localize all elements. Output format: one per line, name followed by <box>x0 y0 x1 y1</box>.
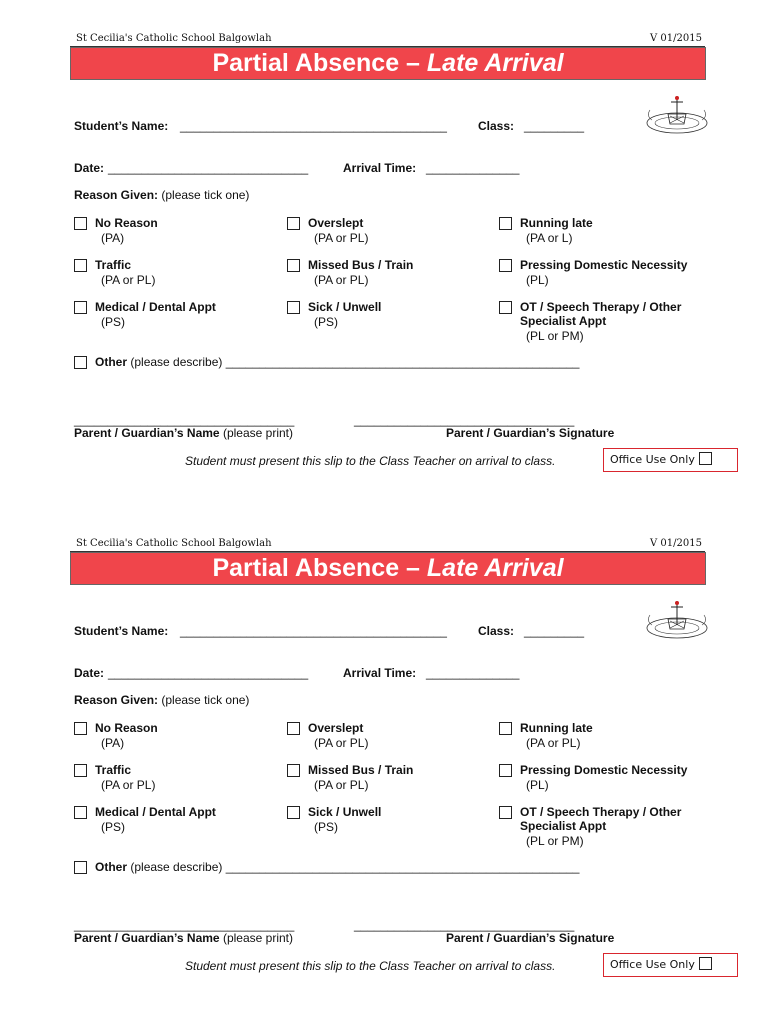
other-checkbox[interactable] <box>74 861 87 874</box>
reason-option-code: (PA or PL) <box>314 736 369 750</box>
reason-checkbox[interactable] <box>74 764 87 777</box>
school-name: St Cecilia's Catholic School Balgowlah <box>76 538 272 549</box>
reason-option-code: (PL) <box>526 273 549 287</box>
reason-checkbox[interactable] <box>287 259 300 272</box>
reason-option-label: Sick / Unwell <box>308 300 382 314</box>
reason-checkbox[interactable] <box>74 806 87 819</box>
reason-checkbox[interactable] <box>74 722 87 735</box>
other-label: Other (please describe) _____________________________________________________ <box>95 860 580 874</box>
reason-checkbox[interactable] <box>74 259 87 272</box>
reason-checkbox[interactable] <box>287 806 300 819</box>
reason-option-code: (PA) <box>101 736 125 750</box>
reason-option-code: (PL or PM) <box>526 329 584 343</box>
page-title: Partial Absence – <box>212 554 427 582</box>
reason-checkbox[interactable] <box>499 259 512 272</box>
student-name-label: Student’s Name: <box>74 624 169 638</box>
parent-name-hint: (please print) <box>222 426 293 440</box>
other-hint: (please describe) <box>130 355 223 369</box>
reason-option-code: (PA or PL) <box>101 273 156 287</box>
class-field[interactable]: _________ <box>524 119 585 133</box>
reason-checkbox[interactable] <box>499 722 512 735</box>
reason-option-code: (PA or PL) <box>314 273 369 287</box>
page-title-italic: Late Arrival <box>426 49 564 77</box>
reason-option-label: Running late <box>520 721 593 735</box>
reason-option-code: (PS) <box>101 820 125 834</box>
parent-name-label: Parent / Guardian’s Name (please print) <box>74 931 293 945</box>
parent-name-label: Parent / Guardian’s Name (please print) <box>74 426 293 440</box>
class-label: Class: <box>478 119 515 133</box>
reason-option-label: OT / Speech Therapy / Other <box>520 805 682 819</box>
reason-checkbox[interactable] <box>287 722 300 735</box>
parent-signature-label: Parent / Guardian’s Signature <box>446 426 615 440</box>
reason-option-code: (PL) <box>526 778 549 792</box>
reason-option-code: (PS) <box>101 315 125 329</box>
page-title-italic: Late Arrival <box>426 554 564 582</box>
school-crest-icon <box>640 90 714 140</box>
reason-label: Reason Given: (please tick one) <box>74 188 250 202</box>
reason-option-code: (PA or PL) <box>526 736 581 750</box>
reason-checkbox[interactable] <box>74 217 87 230</box>
class-label: Class: <box>478 624 515 638</box>
reason-option-label: Running late <box>520 216 593 230</box>
arrival-time-field[interactable]: ______________ <box>426 666 520 680</box>
title-banner <box>70 552 706 585</box>
reason-option-label: Overslept <box>308 721 364 735</box>
parent-name-hint: (please print) <box>222 931 293 945</box>
reason-option-label: No Reason <box>95 216 158 230</box>
reason-option-label: Sick / Unwell <box>308 805 382 819</box>
form-version: V 01/2015 <box>650 538 702 549</box>
office-use-label: Office Use Only <box>610 453 695 466</box>
parent-name-field[interactable]: _________________________________ <box>74 918 295 932</box>
arrival-time-field[interactable]: ______________ <box>426 161 520 175</box>
reason-checkbox[interactable] <box>499 301 512 314</box>
reason-option-label: OT / Speech Therapy / Other <box>520 300 682 314</box>
reason-option-label: Overslept <box>308 216 364 230</box>
reason-option-label: No Reason <box>95 721 158 735</box>
absence-slip <box>0 0 770 500</box>
parent-signature-field[interactable]: _________________________________ <box>354 918 575 932</box>
reason-option-label: Pressing Domestic Necessity <box>520 258 688 272</box>
page-title: Partial Absence – <box>212 49 427 77</box>
student-name-label: Student’s Name: <box>74 119 169 133</box>
reason-option-label: Missed Bus / Train <box>308 763 414 777</box>
reason-option-label: Medical / Dental Appt <box>95 805 216 819</box>
class-field[interactable]: _________ <box>524 624 585 638</box>
office-use-box <box>603 953 738 977</box>
parent-signature-field[interactable]: _________________________________ <box>354 413 575 427</box>
parent-signature-label: Parent / Guardian’s Signature <box>446 931 615 945</box>
reason-checkbox[interactable] <box>499 806 512 819</box>
office-use-label: Office Use Only <box>610 958 695 971</box>
reason-hint: (please tick one) <box>161 188 250 202</box>
reason-option-label: Traffic <box>95 258 132 272</box>
reason-checkbox[interactable] <box>499 764 512 777</box>
reason-option-code: (PA or PL) <box>314 778 369 792</box>
other-describe-field[interactable]: _____________________________________________________ <box>225 355 580 369</box>
arrival-time-label: Arrival Time: <box>343 666 417 680</box>
date-field[interactable]: ______________________________ <box>108 161 309 175</box>
reason-checkbox[interactable] <box>74 301 87 314</box>
reason-checkbox[interactable] <box>287 217 300 230</box>
office-use-checkbox[interactable] <box>699 452 712 465</box>
reason-option-label: Traffic <box>95 763 132 777</box>
student-name-field[interactable]: ________________________________________ <box>180 624 447 638</box>
parent-name-field[interactable]: _________________________________ <box>74 413 295 427</box>
reason-option-label-line2: Specialist Appt <box>520 314 607 328</box>
reason-option-code: (PS) <box>314 820 338 834</box>
school-crest-icon <box>640 595 714 645</box>
instruction-text: Student must present this slip to the Class Teacher on arrival to class. <box>185 454 556 468</box>
date-label: Date: <box>74 161 105 175</box>
reason-hint: (please tick one) <box>161 693 250 707</box>
other-label: Other (please describe) _____________________________________________________ <box>95 355 580 369</box>
arrival-time-label: Arrival Time: <box>343 161 417 175</box>
title-banner <box>70 47 706 80</box>
reason-checkbox[interactable] <box>287 764 300 777</box>
reason-option-code: (PA or PL) <box>314 231 369 245</box>
reason-checkbox[interactable] <box>287 301 300 314</box>
other-checkbox[interactable] <box>74 356 87 369</box>
form-version: V 01/2015 <box>650 33 702 44</box>
absence-slip <box>0 505 770 1005</box>
reason-option-label-line2: Specialist Appt <box>520 819 607 833</box>
date-label: Date: <box>74 666 105 680</box>
reason-label: Reason Given: (please tick one) <box>74 693 250 707</box>
date-field[interactable]: ______________________________ <box>108 666 309 680</box>
reason-option-code: (PA or L) <box>526 231 573 245</box>
reason-checkbox[interactable] <box>499 217 512 230</box>
reason-option-label: Medical / Dental Appt <box>95 300 216 314</box>
other-describe-field[interactable]: _____________________________________________________ <box>225 860 580 874</box>
other-hint: (please describe) <box>130 860 223 874</box>
student-name-field[interactable]: ________________________________________ <box>180 119 447 133</box>
reason-option-label: Missed Bus / Train <box>308 258 414 272</box>
reason-option-label: Pressing Domestic Necessity <box>520 763 688 777</box>
reason-option-code: (PS) <box>314 315 338 329</box>
reason-option-code: (PA or PL) <box>101 778 156 792</box>
instruction-text: Student must present this slip to the Class Teacher on arrival to class. <box>185 959 556 973</box>
school-name: St Cecilia's Catholic School Balgowlah <box>76 33 272 44</box>
reason-option-code: (PL or PM) <box>526 834 584 848</box>
office-use-box <box>603 448 738 472</box>
reason-option-code: (PA) <box>101 231 125 245</box>
office-use-checkbox[interactable] <box>699 957 712 970</box>
